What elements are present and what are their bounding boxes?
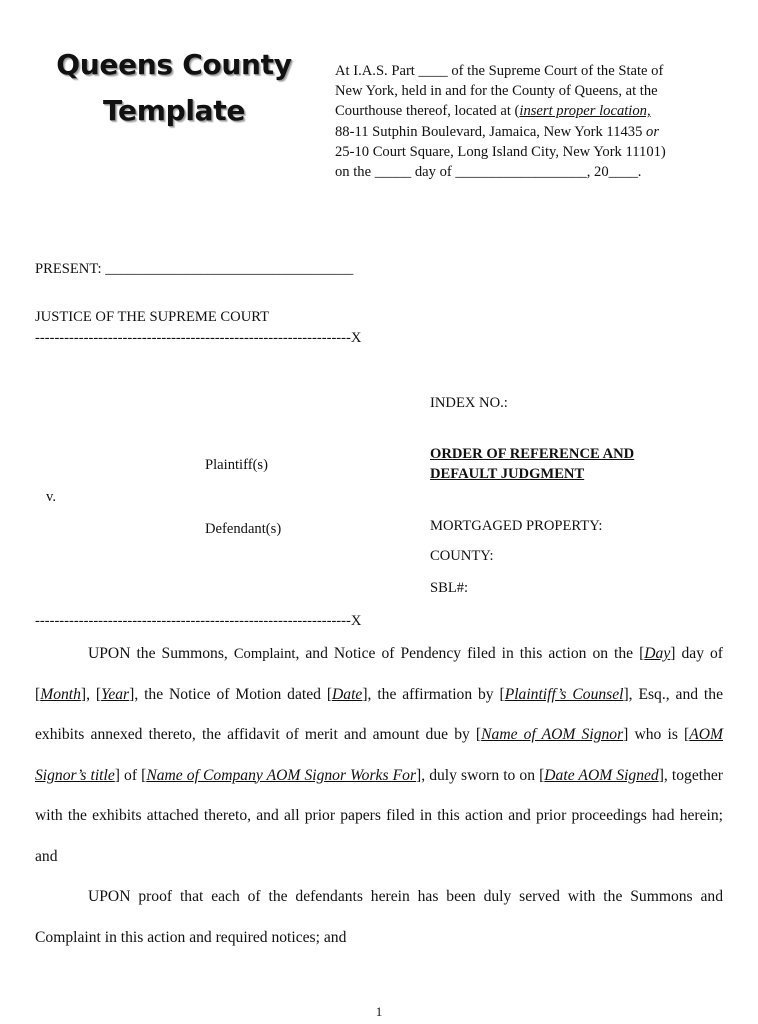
aom-company-field: Name of Company AOM Signor Works For	[146, 766, 417, 784]
motion-date-field: Date	[332, 685, 363, 703]
court-caption	[335, 61, 735, 182]
paragraph-upon-proof: UPON proof that each of the defendants herein has been duly served with the Summons and Complaint in this action and required notices; and	[35, 888, 723, 946]
plaintiff-label: Plaintiff(s)	[205, 457, 268, 473]
p1-text-9: ] who is [	[623, 726, 690, 743]
insert-location-placeholder: insert proper location,	[519, 103, 651, 120]
county-label: COUNTY:	[430, 548, 494, 564]
justice-title: JUSTICE OF THE SUPREME COURT	[35, 309, 270, 325]
aom-signor-name-field: Name of AOM Signor	[481, 726, 624, 743]
page-number: 1	[375, 1004, 383, 1019]
aom-signed-date-field: Date AOM Signed	[544, 766, 659, 784]
mortgaged-property-label: MORTGAGED PROPERTY:	[430, 518, 603, 534]
caption-line-4-text: 88-11 Sutphin Boulevard, Jamaica, New York 11435	[335, 123, 647, 140]
logo-line-1: Queens County	[56, 48, 292, 81]
caption-line-5: 25-10 Court Square, Long Island City, New York 11101)	[335, 143, 666, 160]
month-field: Month	[40, 685, 81, 703]
defendant-label: Defendant(s)	[205, 521, 282, 537]
aom-signor-title-field: AOM Signor’s title	[35, 726, 723, 784]
order-title-line-2: DEFAULT JUDGMENT	[430, 466, 585, 482]
queens-county-template-logo	[40, 42, 308, 134]
caption-line-2: New York, held in and for the County of Queens, at the	[335, 83, 658, 100]
p1-text-8: ], Esq., and the exhibits annexed thereto, the affidavit of merit and amount due by [	[35, 685, 723, 743]
versus-label: v.	[46, 489, 56, 505]
caption-line-3-text: Courthouse thereof, located at (	[335, 103, 520, 120]
order-body	[35, 634, 723, 958]
logo-line-2: Template	[102, 94, 246, 127]
paragraph-upon-summons	[35, 634, 723, 877]
separator-top: -----------------------------------------------------------------X	[35, 330, 362, 346]
p1-text-7: ], the affirmation by [	[362, 685, 505, 703]
present-line: PRESENT: __________________________________	[35, 261, 354, 277]
p1-text-11: ], duly sworn to on [	[416, 766, 545, 784]
caption-line-4	[335, 122, 735, 142]
separator-bottom: -----------------------------------------------------------------X	[35, 613, 362, 629]
day-field: Day	[644, 645, 671, 662]
index-no-label: INDEX NO.:	[430, 395, 508, 411]
caption-line-3	[335, 101, 735, 121]
caption-line-6: on the _____ day of __________________, 20____.	[335, 164, 642, 181]
p1-complaint: Complaint	[233, 646, 296, 662]
p1-text-1: UPON the Summons,	[88, 645, 234, 662]
year-field: Year	[101, 685, 130, 703]
sbl-label: SBL#:	[430, 580, 469, 596]
p1-text-6: ], the Notice of Motion dated [	[129, 685, 333, 703]
caption-or: or	[646, 123, 660, 140]
order-title-line-1: ORDER OF REFERENCE AND	[430, 446, 635, 462]
p1-text-10: ] of [	[114, 766, 147, 784]
p1-text-3: , and Notice of Pendency filed in this action on the [	[295, 645, 645, 662]
p1-text-4: ] day of [	[35, 645, 723, 703]
caption-line-1: At I.A.S. Part ____ of the Supreme Court of the State of	[335, 63, 664, 79]
p1-text-12: ], together with the exhibits attached thereto, and all prior papers filed in this action and prior proceedings had herein; and	[35, 766, 723, 865]
p1-text-5: ], [	[80, 685, 102, 703]
plaintiff-counsel-field: Plaintiff’s Counsel	[504, 685, 624, 703]
